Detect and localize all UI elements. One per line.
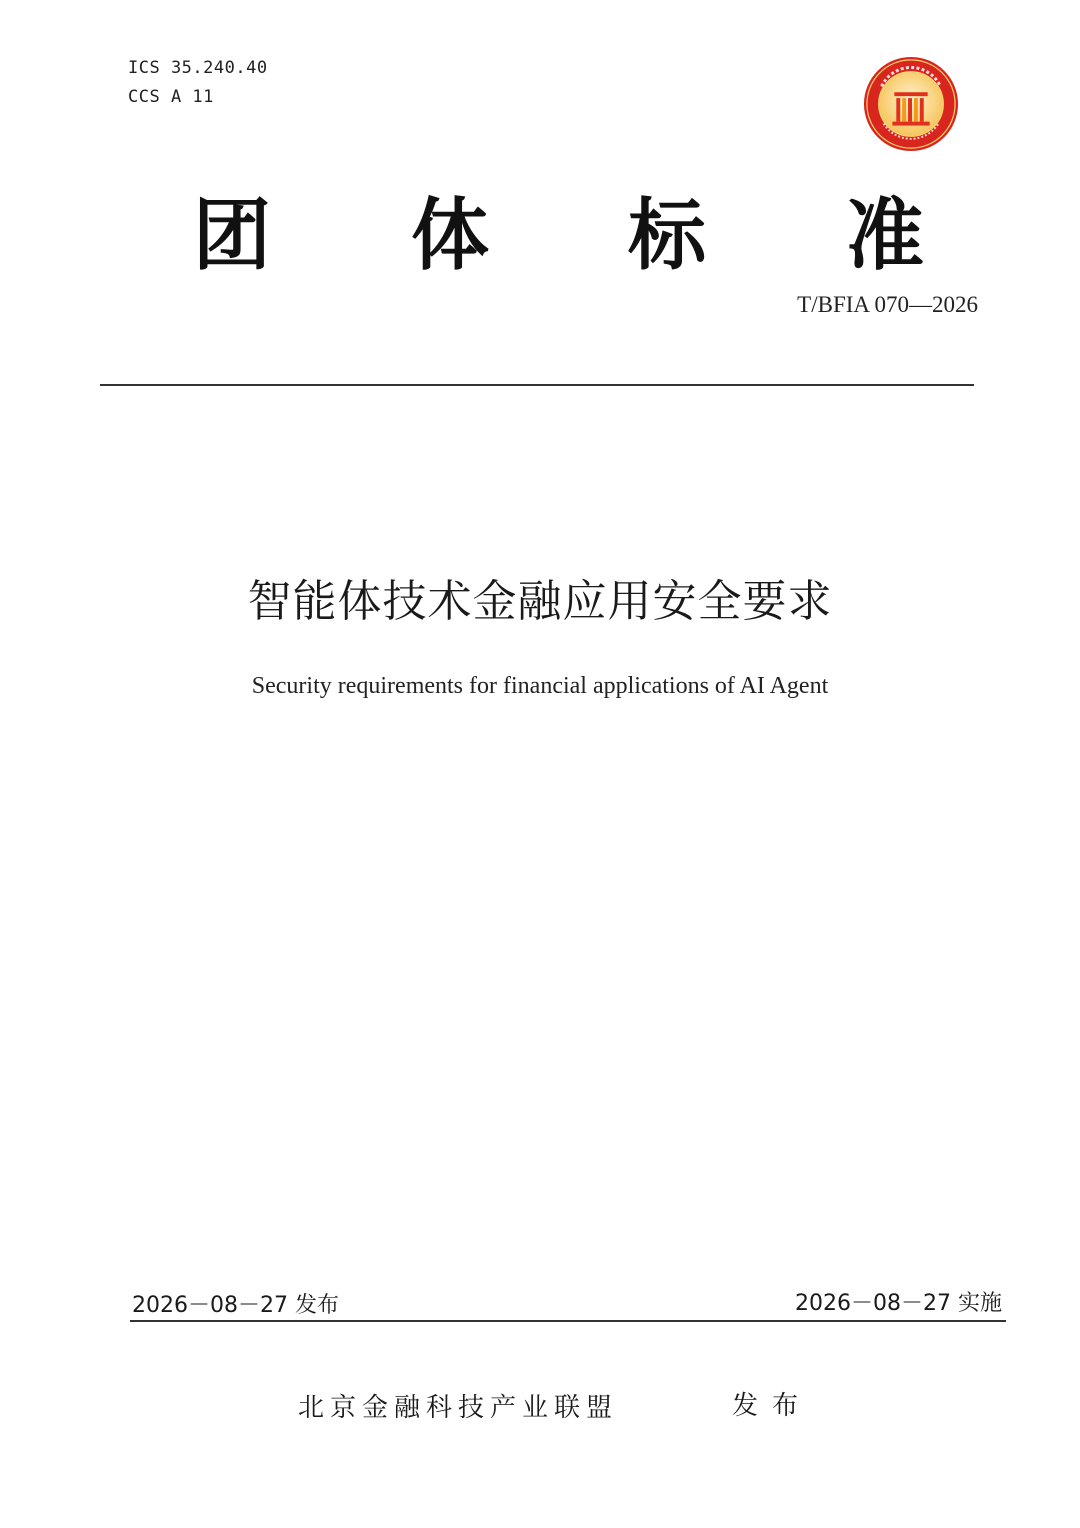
ccs-code: CCS A 11 bbox=[128, 87, 214, 107]
alliance-logo-icon bbox=[862, 55, 960, 153]
publish-date: 2026－08－27 发布 bbox=[132, 1293, 339, 1318]
doc-type-char: 准 bbox=[846, 191, 925, 281]
top-divider bbox=[100, 384, 974, 386]
bottom-divider bbox=[130, 1320, 1006, 1322]
publish-label: 发布 bbox=[732, 1391, 813, 1421]
document-title-cn: 智能体技术金融应用安全要求 bbox=[247, 576, 833, 627]
document-title-en: Security requirements for financial applications of AI Agent bbox=[251, 673, 829, 699]
doc-type-char: 团 bbox=[193, 191, 272, 281]
publisher-name: 北京金融科技产业联盟 bbox=[298, 1393, 619, 1423]
doc-type-char: 体 bbox=[411, 191, 490, 281]
classification-codes bbox=[128, 54, 268, 112]
implement-date: 2026－08－27 实施 bbox=[795, 1291, 1002, 1316]
standard-number: T/BFIA 070—2026 bbox=[797, 292, 978, 317]
doc-type-char: 标 bbox=[628, 191, 707, 281]
ics-code: ICS 35.240.40 bbox=[128, 58, 268, 78]
document-type-heading bbox=[0, 186, 1080, 286]
